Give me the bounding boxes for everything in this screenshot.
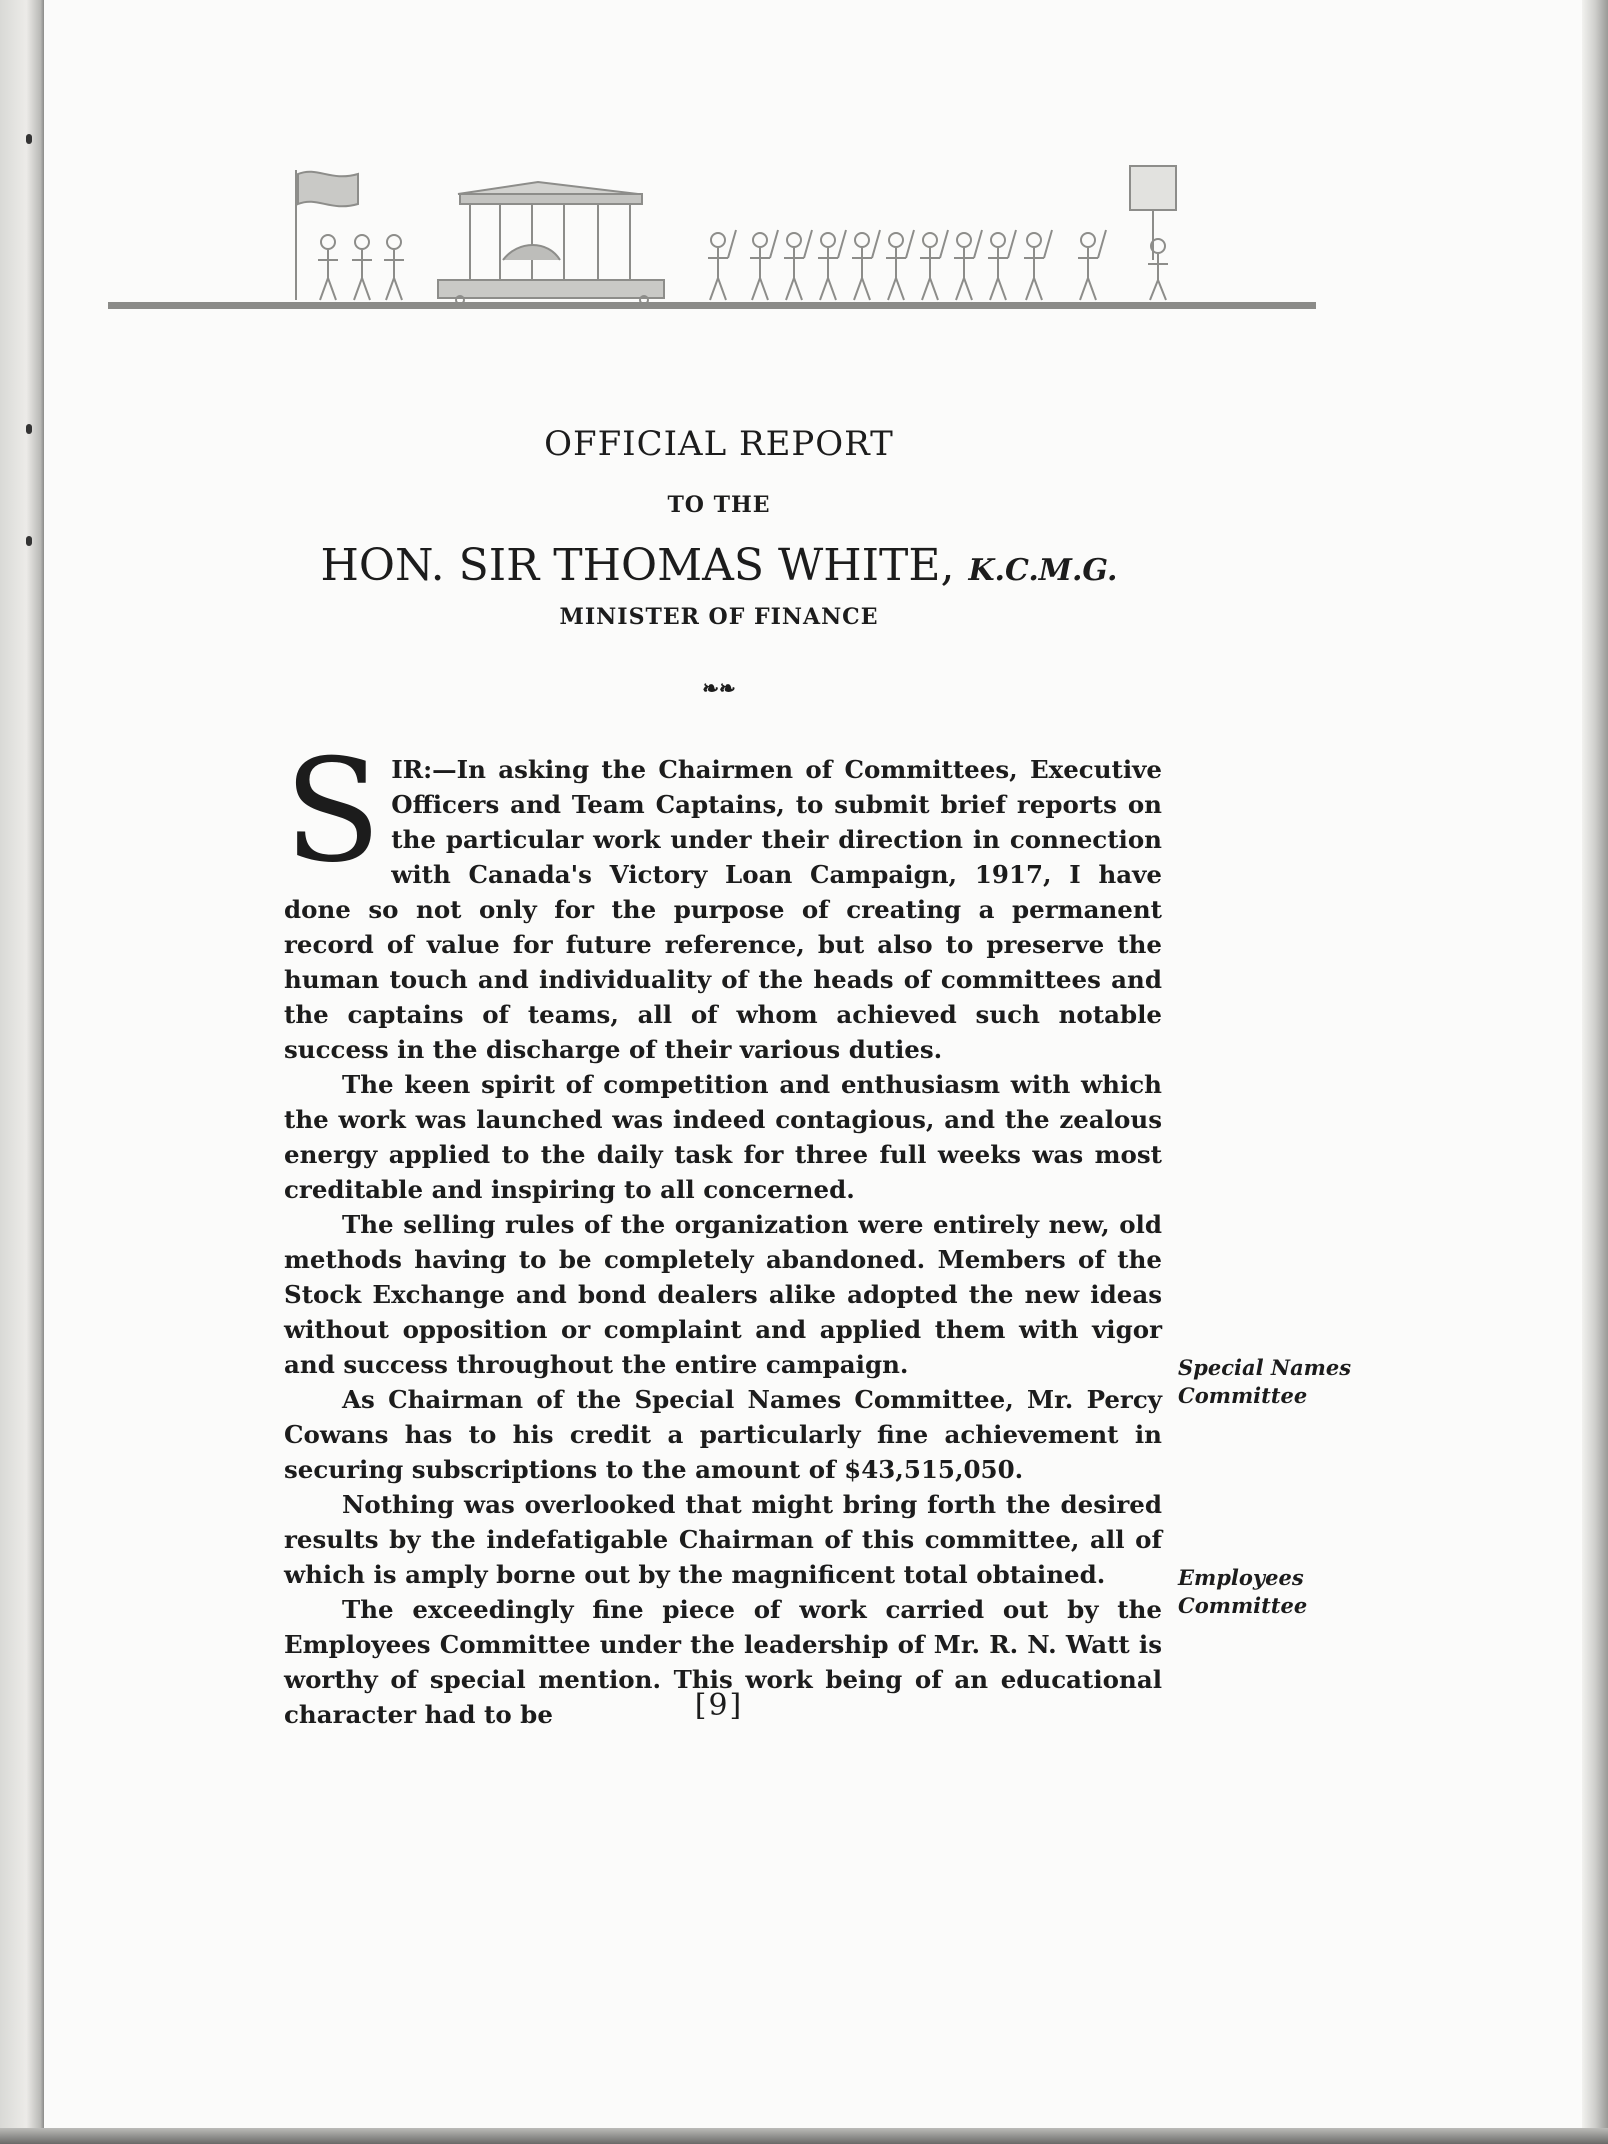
margin-note-line: Employees	[1178, 1565, 1304, 1590]
page-number: [9]	[694, 1688, 744, 1723]
to-the-line: TO THE	[667, 492, 771, 518]
paragraph: Nothing was overlooked that might bring forth the desired results by the indefatigable Chairman of this committee, all of which is amply borne out by the magnificent total obtained.	[284, 1490, 1162, 1589]
binding-mark	[26, 134, 32, 144]
paragraph: The selling rules of the organization were entirely new, old methods having to be completely abandoned. Members of the Stock Exchange and bond dealers alike adopted the new ideas without opposition or complaint and applied them with vigor and success throughout the entire campaign.	[284, 1210, 1162, 1379]
recipient-position: MINISTER OF FINANCE	[559, 604, 879, 630]
report-body	[284, 729, 1162, 1732]
ornament-divider: ❧❧	[702, 676, 736, 700]
paragraph: The exceedingly fine piece of work carried out by the Employees Committee under the leadership of Mr. R. N. Watt is worthy of special mention. This work being of an educational character had to be	[284, 1595, 1162, 1729]
drop-cap: S	[284, 729, 382, 894]
right-page-edge	[1582, 0, 1608, 2144]
left-binding-edge	[0, 0, 44, 2144]
paragraph: The keen spirit of competition and enthusiasm with which the work was launched was indeed contagious, and the zealous energy applied to the daily task for three full weeks was most creditable and inspiring to all concerned.	[284, 1070, 1162, 1204]
margin-note-line: Committee	[1178, 1383, 1308, 1408]
paragraph	[284, 729, 1162, 1067]
margin-note-line: Special Names	[1178, 1355, 1352, 1380]
recipient-name-text: HON. SIR THOMAS WHITE,	[320, 540, 955, 591]
bottom-page-edge	[0, 2128, 1608, 2144]
margin-note-special-names	[1178, 1354, 1351, 1410]
report-title: OFFICIAL REPORT	[544, 424, 894, 464]
procession-banner-illustration	[108, 160, 1316, 320]
margin-note-line: Committee	[1178, 1593, 1308, 1618]
honors-abbreviation: K.C.M.G.	[968, 553, 1118, 588]
paragraph-text: IR:—In asking the Chairmen of Committees, Executive Officers and Team Captains, to submit brief reports on the particular work under their direction in connection with Canada's Victory Loan Campaign, 1917, I have done so not only for the purpose of creating a permanent record of value for future reference, but also to preserve the human touch and individuality of the heads of committees and the captains of teams, all of whom achieved such notable success in the discharge of their various duties.	[284, 755, 1162, 1064]
paragraph: As Chairman of the Special Names Committee, Mr. Percy Cowans has to his credit a particularly fine achievement in securing subscriptions to the amount of $43,515,050.	[284, 1385, 1162, 1484]
header-rule	[108, 302, 1316, 309]
margin-note-employees	[1178, 1564, 1307, 1620]
recipient-name	[0, 540, 1438, 591]
